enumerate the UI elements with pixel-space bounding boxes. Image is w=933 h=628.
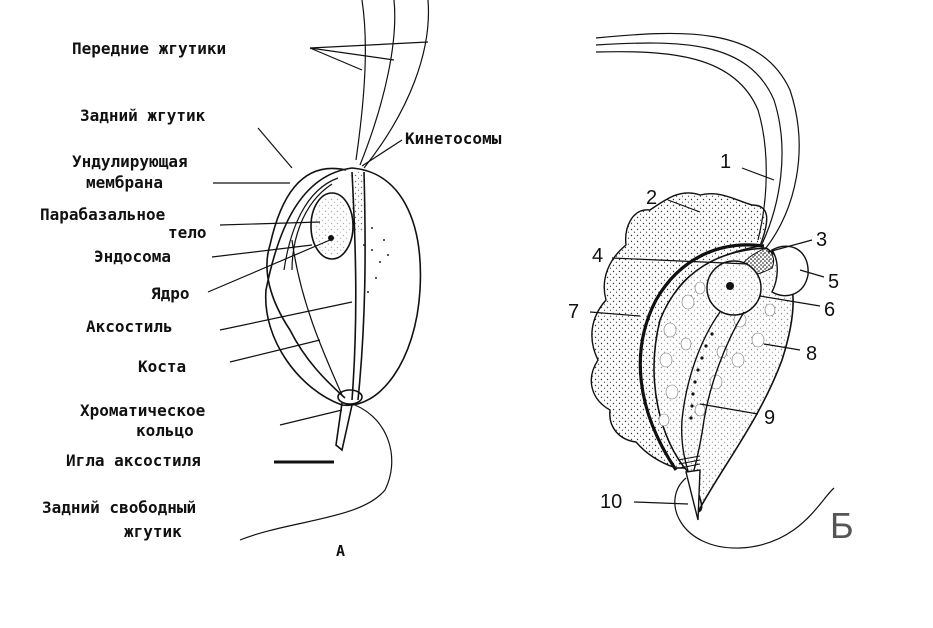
panel-a-labels — [40, 39, 502, 560]
label-chromatic-ring-2: кольцо — [136, 421, 194, 440]
label-nucleus: Ядро — [151, 284, 190, 303]
number-4: 4 — [592, 245, 604, 267]
number-9: 9 — [764, 407, 776, 429]
number-10: 10 — [600, 491, 623, 513]
number-2: 2 — [646, 187, 658, 209]
label-axostyle: Аксостиль — [86, 317, 173, 336]
label-undulating-membrane-1: Ундулирующая — [72, 152, 188, 171]
panel-b-letter: Б — [830, 505, 854, 546]
label-parabasal-body-1: Парабазальное — [40, 205, 166, 224]
label-free-flagellum-2: жгутик — [124, 522, 182, 541]
number-7: 7 — [568, 301, 580, 323]
label-parabasal-body-2: тело — [168, 223, 207, 242]
number-1: 1 — [720, 151, 732, 173]
panel-a-letter: А — [336, 542, 346, 560]
label-kinetosomes: Кинетосомы — [405, 129, 502, 148]
label-costa: Коста — [138, 357, 187, 376]
panel-a-leaders — [208, 42, 428, 462]
panel-b-drawing — [591, 33, 834, 548]
label-undulating-membrane-2: мембрана — [86, 173, 164, 192]
number-5: 5 — [828, 271, 840, 293]
number-3: 3 — [816, 229, 828, 251]
label-anterior-flagella: Передние жгутики — [72, 39, 227, 58]
number-6: 6 — [824, 299, 836, 321]
label-chromatic-ring-1: Хроматическое — [80, 401, 206, 420]
panel-a-drawing — [240, 0, 428, 540]
label-axostyle-needle: Игла аксостиля — [66, 451, 201, 470]
label-endosome: Эндосома — [94, 247, 172, 266]
label-posterior-flagellum: Задний жгутик — [80, 106, 206, 125]
number-8: 8 — [806, 343, 818, 365]
label-free-flagellum-1: Задний свободный — [42, 498, 197, 517]
